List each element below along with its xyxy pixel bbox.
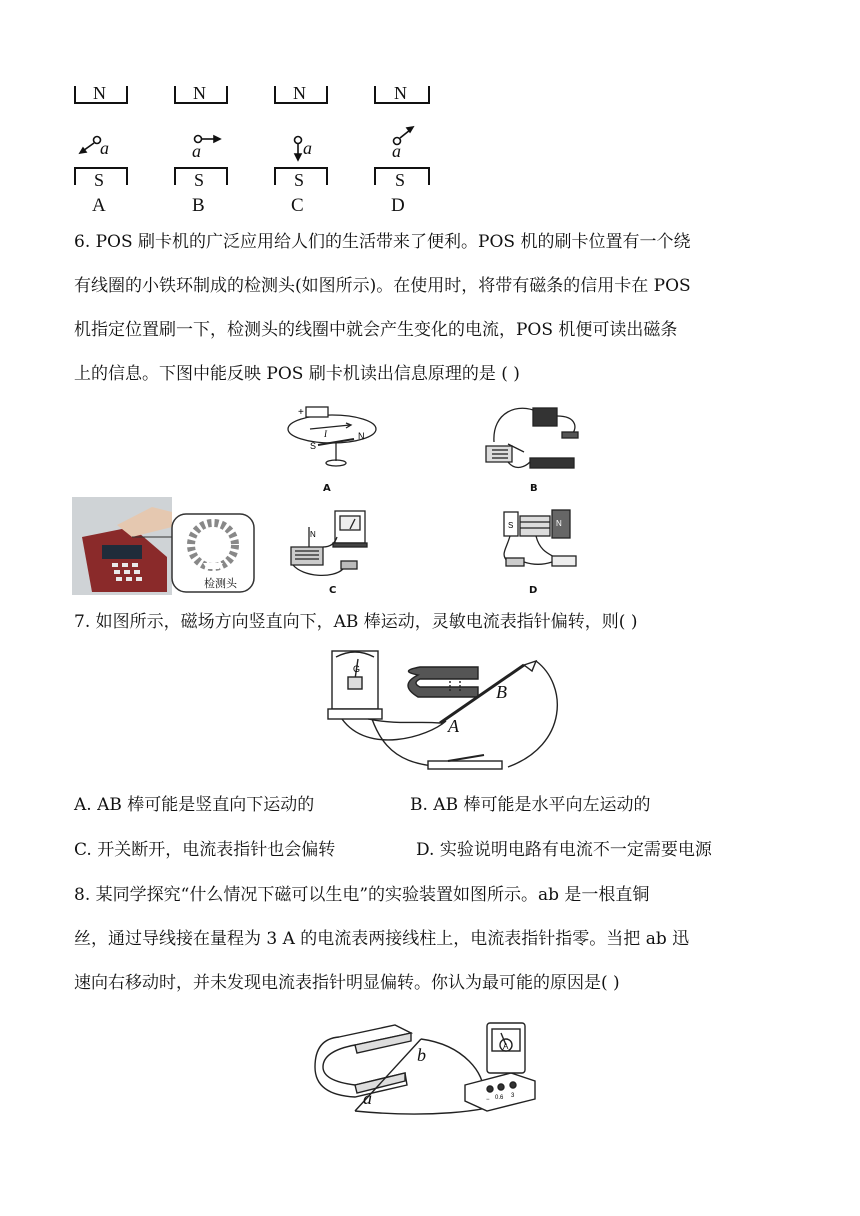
- fig-a-s: S: [310, 441, 317, 451]
- svg-text:N: N: [310, 530, 316, 539]
- q8-fig-label-a: a: [363, 1088, 372, 1108]
- option-label-d: D: [391, 195, 405, 216]
- south-label-c: S: [294, 170, 305, 190]
- q6-figure-a: [280, 403, 400, 483]
- q7-option-b[interactable]: B. AB 棒可能是水平向左运动的: [410, 795, 651, 815]
- q8-line-2: 丝，通过导线接在量程为 3 A 的电流表两接线柱上，电流表指针指零。当把 ab 迅: [74, 929, 690, 949]
- q7-option-d[interactable]: D. 实验说明电路有电流不一定需要电源: [416, 840, 712, 860]
- south-label-a: S: [94, 170, 105, 190]
- north-label-a: N: [93, 83, 106, 103]
- q6-figure-d: [490, 506, 610, 586]
- option-label-a: A: [92, 195, 106, 216]
- q7-fig-g: G: [353, 664, 361, 674]
- south-label-b: S: [194, 170, 205, 190]
- q6-figure-c: [283, 507, 393, 587]
- q7-stem: 7. 如图所示，磁场方向竖直向下，AB 棒运动，灵敏电流表指针偏转，则( ): [74, 612, 638, 632]
- north-label-b: N: [193, 83, 206, 103]
- q8-meter-label: A: [503, 1042, 509, 1051]
- q6-fig-label-c: C: [329, 585, 337, 596]
- conductor-label-d: a: [392, 141, 401, 161]
- q8-terminal-06: 0.6: [495, 1095, 504, 1101]
- q6-figure-b: [478, 402, 588, 482]
- north-label-d: N: [394, 83, 407, 103]
- q6-line-2: 有线圈的小铁环制成的检测头(如图所示)。在使用时，将带有磁条的信用卡在 POS: [74, 276, 691, 296]
- detector-head-label: 检测头: [204, 577, 237, 590]
- q8-line-1: 8. 某同学探究“什么情况下磁可以生电”的实验装置如图所示。ab 是一根直铜: [74, 885, 650, 905]
- q7-option-c[interactable]: C. 开关断开，电流表指针也会偏转: [74, 840, 336, 860]
- q6-line-1: 6. POS 刷卡机的广泛应用给人们的生活带来了便利。POS 机的刷卡位置有一个绕: [74, 232, 691, 252]
- conductor-label-a: a: [100, 138, 109, 158]
- q6-fig-label-d: D: [529, 585, 538, 596]
- q8-fig-label-b: b: [417, 1045, 426, 1065]
- conductor-label-c: a: [303, 138, 312, 158]
- q7-fig-label-a: A: [448, 716, 459, 736]
- option-label-c: C: [291, 195, 304, 216]
- q7-option-a[interactable]: A. AB 棒可能是竖直向下运动的: [74, 795, 315, 815]
- conductor-label-b: a: [192, 141, 201, 161]
- q8-figure: [315, 1015, 555, 1125]
- south-label-d: S: [395, 170, 406, 190]
- option-label-b: B: [192, 195, 205, 216]
- q6-fig-label-b: B: [530, 483, 538, 494]
- q8-line-3: 速向右移动时，并未发现电流表指针明显偏转。你认为最可能的原因是( ): [74, 973, 620, 993]
- svg-text:S: S: [508, 521, 514, 530]
- svg-text:N: N: [556, 519, 562, 528]
- q6-line-3: 机指定位置刷一下，检测头的线圈中就会产生变化的电流，POS 机便可读出磁条: [74, 320, 678, 340]
- q6-line-4: 上的信息。下图中能反映 POS 刷卡机读出信息原理的是 ( ): [74, 364, 520, 384]
- svg-text:+: +: [298, 407, 304, 418]
- q8-terminal-3: 3: [511, 1093, 515, 1099]
- q7-fig-label-b: B: [496, 682, 507, 702]
- fig-a-n: N: [358, 431, 365, 441]
- magnet-diagram: [0, 0, 860, 220]
- q8-terminal-neg: −: [486, 1097, 490, 1103]
- north-label-c: N: [293, 83, 306, 103]
- q6-fig-label-a: A: [323, 483, 331, 494]
- fig-a-i: I: [324, 429, 327, 439]
- q7-figure: [328, 645, 588, 775]
